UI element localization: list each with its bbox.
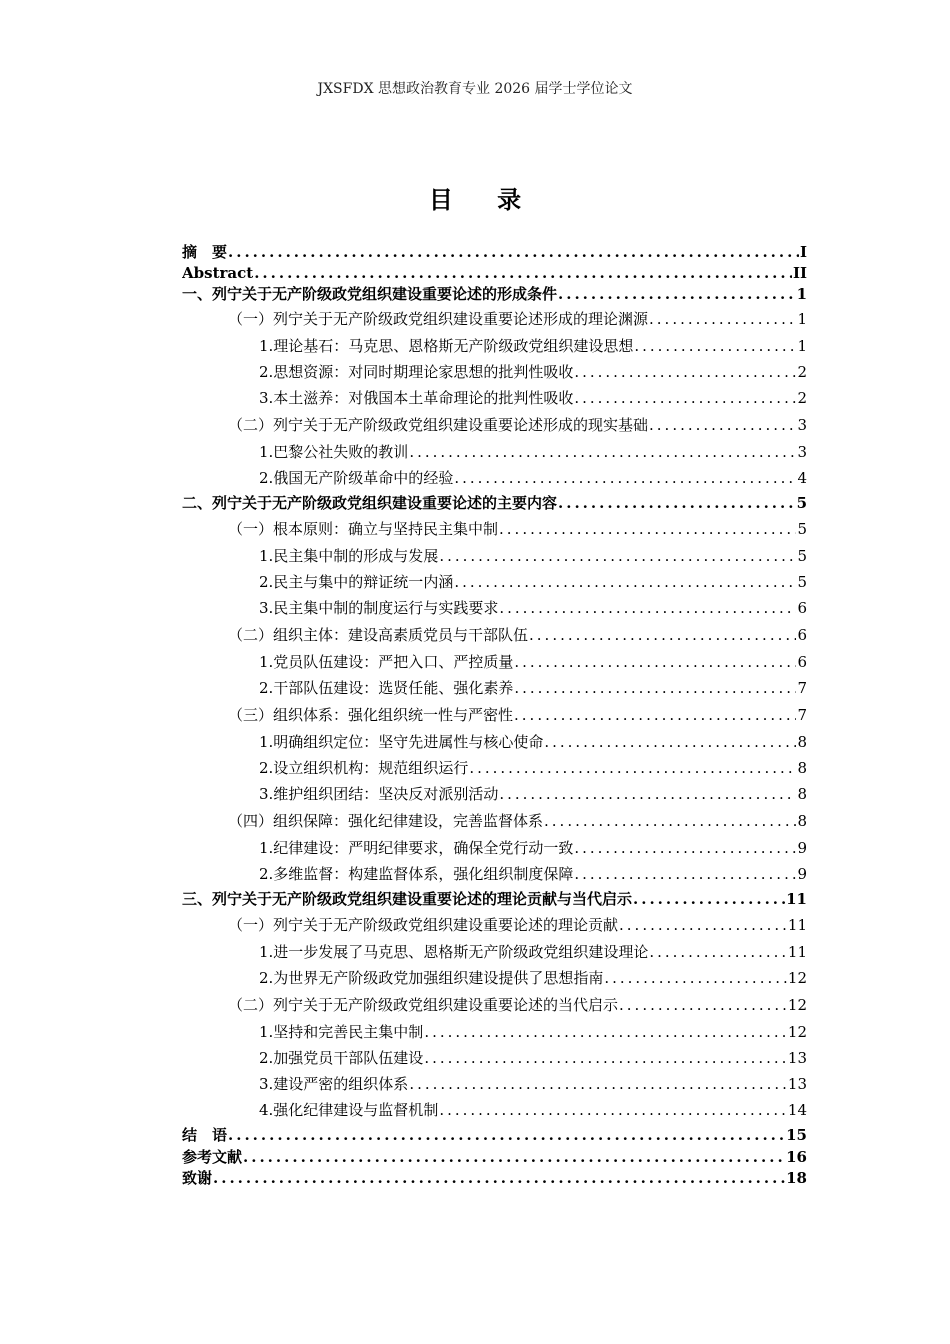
toc-leader-dots (633, 887, 785, 911)
toc-leader-dots (558, 491, 796, 515)
toc-entry[interactable] (182, 284, 807, 305)
toc-entry-label: 4.强化纪律建设与监督机制 (259, 1101, 439, 1119)
toc-entry-page: 1 (796, 285, 807, 303)
toc-entry-page: 6 (797, 599, 807, 617)
toc-entry[interactable] (182, 305, 807, 333)
toc-entry[interactable] (182, 491, 807, 515)
toc-leader-dots (499, 515, 796, 543)
toc-entry-page: 9 (797, 865, 807, 883)
toc-entry-page: 8 (797, 785, 807, 803)
toc-leader-dots (499, 781, 796, 807)
toc-entry-label: （二）组织主体：建设高素质党员与干部队伍 (228, 626, 529, 644)
toc-leader-dots (409, 1071, 787, 1097)
toc-entry-label: （一）列宁关于无产阶级政党组织建设重要论述的理论贡献 (228, 916, 619, 934)
toc-entry-label: 摘 要 (182, 243, 228, 261)
toc-leader-dots (634, 333, 796, 359)
toc-entry[interactable] (182, 543, 807, 569)
toc-entry-label: 1.明确组织定位：坚守先进属性与核心使命 (259, 733, 544, 751)
toc-entry-label: 2.干部队伍建设：选贤任能、强化素养 (259, 679, 514, 697)
toc-leader-dots (649, 411, 796, 439)
toc-entry[interactable] (182, 701, 807, 729)
toc-leader-dots (649, 305, 796, 333)
toc-entry[interactable] (182, 911, 807, 939)
toc-entry-label: 1.纪律建设：严明纪律要求，确保全党行动一致 (259, 839, 574, 857)
toc-entry[interactable] (182, 465, 807, 491)
toc-entry[interactable] (182, 675, 807, 701)
toc-entry-page: 2 (797, 363, 807, 381)
toc-leader-dots (619, 911, 787, 939)
toc-entry[interactable] (182, 411, 807, 439)
toc-entry-label: 1.党员队伍建设：严把入口、严控质量 (259, 653, 514, 671)
toc-entry-label: （一）根本原则：确立与坚持民主集中制 (228, 520, 499, 538)
toc-leader-dots (243, 1147, 785, 1168)
toc-entry[interactable] (182, 1071, 807, 1097)
toc-entry[interactable] (182, 333, 807, 359)
toc-entry[interactable] (182, 1045, 807, 1071)
toc-entry-label: 2.俄国无产阶级革命中的经验 (259, 469, 454, 487)
toc-entry[interactable] (182, 939, 807, 965)
toc-entry-page: 5 (796, 494, 807, 512)
toc-entry-page: 11 (786, 890, 807, 908)
toc-entry[interactable] (182, 1123, 807, 1147)
toc-entry-label: 一、列宁关于无产阶级政党组织建设重要论述的形成条件 (182, 285, 558, 303)
toc-entry-label: （二）列宁关于无产阶级政党组织建设重要论述的当代启示 (228, 996, 619, 1014)
toc-entry-page: 3 (797, 416, 807, 434)
toc-entry-page: 1 (797, 310, 807, 328)
toc-leader-dots (619, 991, 787, 1019)
toc-entry[interactable] (182, 965, 807, 991)
toc-entry-page: 15 (786, 1126, 807, 1144)
toc-entry-label: 2.多维监督：构建监督体系，强化组织制度保障 (259, 865, 574, 883)
toc-entry-page: 6 (797, 653, 807, 671)
toc-entry-page: 6 (797, 626, 807, 644)
toc-entry-page: 12 (787, 996, 807, 1014)
toc-entry-page: 13 (787, 1049, 807, 1067)
toc-leader-dots (529, 621, 796, 649)
toc-entry-label: 致谢 (182, 1169, 213, 1187)
toc-leader-dots (469, 755, 796, 781)
toc-leader-dots (544, 729, 796, 755)
running-header: JXSFDX 思想政治教育专业 2026 届学士学位论文 (317, 81, 633, 97)
toc-leader-dots (649, 939, 787, 965)
toc-entry-page: 8 (797, 733, 807, 751)
toc-leader-dots (424, 1045, 787, 1071)
toc-leader-dots (558, 284, 796, 305)
toc-entry-page: 7 (797, 706, 807, 724)
toc-entry-label: 参考文献 (182, 1148, 243, 1166)
toc-entry-page: 5 (797, 547, 807, 565)
toc-entry-page: 16 (786, 1148, 807, 1166)
toc-entry-page: I (799, 243, 807, 261)
toc-entry[interactable] (182, 242, 807, 263)
toc-leader-dots (454, 465, 796, 491)
toc-entry[interactable] (182, 621, 807, 649)
toc-entry-page: 8 (797, 812, 807, 830)
toc-leader-dots (254, 263, 792, 284)
toc-entry-label: 3.民主集中制的制度运行与实践要求 (259, 599, 499, 617)
toc-entry-page: II (792, 264, 807, 282)
toc-entry-page: 2 (797, 389, 807, 407)
toc-entry[interactable] (182, 1097, 807, 1123)
toc-entry-page: 7 (797, 679, 807, 697)
toc-leader-dots (454, 569, 796, 595)
toc-entry-page: 11 (787, 943, 807, 961)
toc-entry-label: （四）组织保障：强化纪律建设，完善监督体系 (228, 812, 544, 830)
toc-entry[interactable] (182, 835, 807, 861)
toc-leader-dots (228, 242, 799, 263)
toc-leader-dots (514, 649, 796, 675)
toc-leader-dots (409, 439, 796, 465)
toc-leader-dots (228, 1123, 785, 1147)
toc-entry[interactable] (182, 1019, 807, 1045)
toc-entry-page: 1 (797, 337, 807, 355)
toc-entry-label: 1.巴黎公社失败的教训 (259, 443, 409, 461)
toc-entry-page: 3 (797, 443, 807, 461)
toc-leader-dots (499, 595, 796, 621)
toc-entry-label: （三）组织体系：强化组织统一性与严密性 (228, 706, 514, 724)
toc-entry[interactable] (182, 515, 807, 543)
toc-leader-dots (574, 359, 796, 385)
toc-entry[interactable] (182, 595, 807, 621)
toc-entry-label: 3.本土滋养：对俄国本土革命理论的批判性吸收 (259, 389, 574, 407)
toc-entry[interactable] (182, 569, 807, 595)
toc-leader-dots (424, 1019, 787, 1045)
toc-entry[interactable] (182, 887, 807, 911)
toc-leader-dots (213, 1168, 785, 1189)
toc-leader-dots (574, 861, 796, 887)
toc-entry-label: 2.为世界无产阶级政党加强组织建设提供了思想指南 (259, 969, 604, 987)
toc-entry-page: 8 (797, 759, 807, 777)
toc-leader-dots (544, 807, 796, 835)
toc-entry-label: 1.理论基石：马克思、恩格斯无产阶级政党组织建设思想 (259, 337, 634, 355)
toc-entry-label: Abstract (182, 264, 254, 282)
toc-entry-label: 三、列宁关于无产阶级政党组织建设重要论述的理论贡献与当代启示 (182, 890, 633, 908)
toc-entry[interactable] (182, 263, 807, 284)
toc-entry[interactable] (182, 385, 807, 411)
toc-entry-page: 12 (787, 969, 807, 987)
toc-entry[interactable] (182, 1147, 807, 1168)
toc-entry-page: 4 (797, 469, 807, 487)
toc-title: 目 录 (428, 185, 540, 214)
toc-leader-dots (574, 835, 796, 861)
toc-entry[interactable] (182, 649, 807, 675)
toc-entry[interactable] (182, 359, 807, 385)
table-of-contents (182, 242, 807, 1189)
toc-leader-dots (604, 965, 787, 991)
toc-entry-page: 9 (797, 839, 807, 857)
toc-entry-label: 1.民主集中制的形成与发展 (259, 547, 439, 565)
toc-entry[interactable] (182, 439, 807, 465)
toc-entry-page: 14 (787, 1101, 807, 1119)
toc-entry-label: 1.进一步发展了马克思、恩格斯无产阶级政党组织建设理论 (259, 943, 649, 961)
toc-leader-dots (514, 701, 796, 729)
toc-leader-dots (439, 1097, 787, 1123)
toc-entry-label: 二、列宁关于无产阶级政党组织建设重要论述的主要内容 (182, 494, 558, 512)
toc-entry-page: 12 (787, 1023, 807, 1041)
toc-entry-page: 5 (797, 573, 807, 591)
toc-entry-label: 3.维护组织团结：坚决反对派别活动 (259, 785, 499, 803)
toc-leader-dots (514, 675, 796, 701)
toc-entry-page: 13 (787, 1075, 807, 1093)
toc-entry[interactable] (182, 1168, 807, 1189)
toc-entry[interactable] (182, 781, 807, 807)
toc-entry-page: 5 (797, 520, 807, 538)
toc-leader-dots (439, 543, 796, 569)
toc-entry-label: 2.加强党员干部队伍建设 (259, 1049, 424, 1067)
toc-entry[interactable] (182, 729, 807, 755)
toc-entry-label: （二）列宁关于无产阶级政党组织建设重要论述形成的现实基础 (228, 416, 649, 434)
toc-entry-page: 11 (787, 916, 807, 934)
toc-entry[interactable] (182, 991, 807, 1019)
toc-entry-label: 1.坚持和完善民主集中制 (259, 1023, 424, 1041)
toc-entry[interactable] (182, 755, 807, 781)
toc-entry-label: 3.建设严密的组织体系 (259, 1075, 409, 1093)
toc-entry[interactable] (182, 807, 807, 835)
toc-entry-label: 2.思想资源：对同时期理论家思想的批判性吸收 (259, 363, 574, 381)
toc-entry-label: 2.民主与集中的辩证统一内涵 (259, 573, 454, 591)
toc-entry-label: （一）列宁关于无产阶级政党组织建设重要论述形成的理论渊源 (228, 310, 649, 328)
toc-entry-label: 2.设立组织机构：规范组织运行 (259, 759, 469, 777)
toc-leader-dots (574, 385, 796, 411)
toc-entry-label: 结 语 (182, 1126, 228, 1144)
toc-entry-page: 18 (786, 1169, 807, 1187)
toc-entry[interactable] (182, 861, 807, 887)
